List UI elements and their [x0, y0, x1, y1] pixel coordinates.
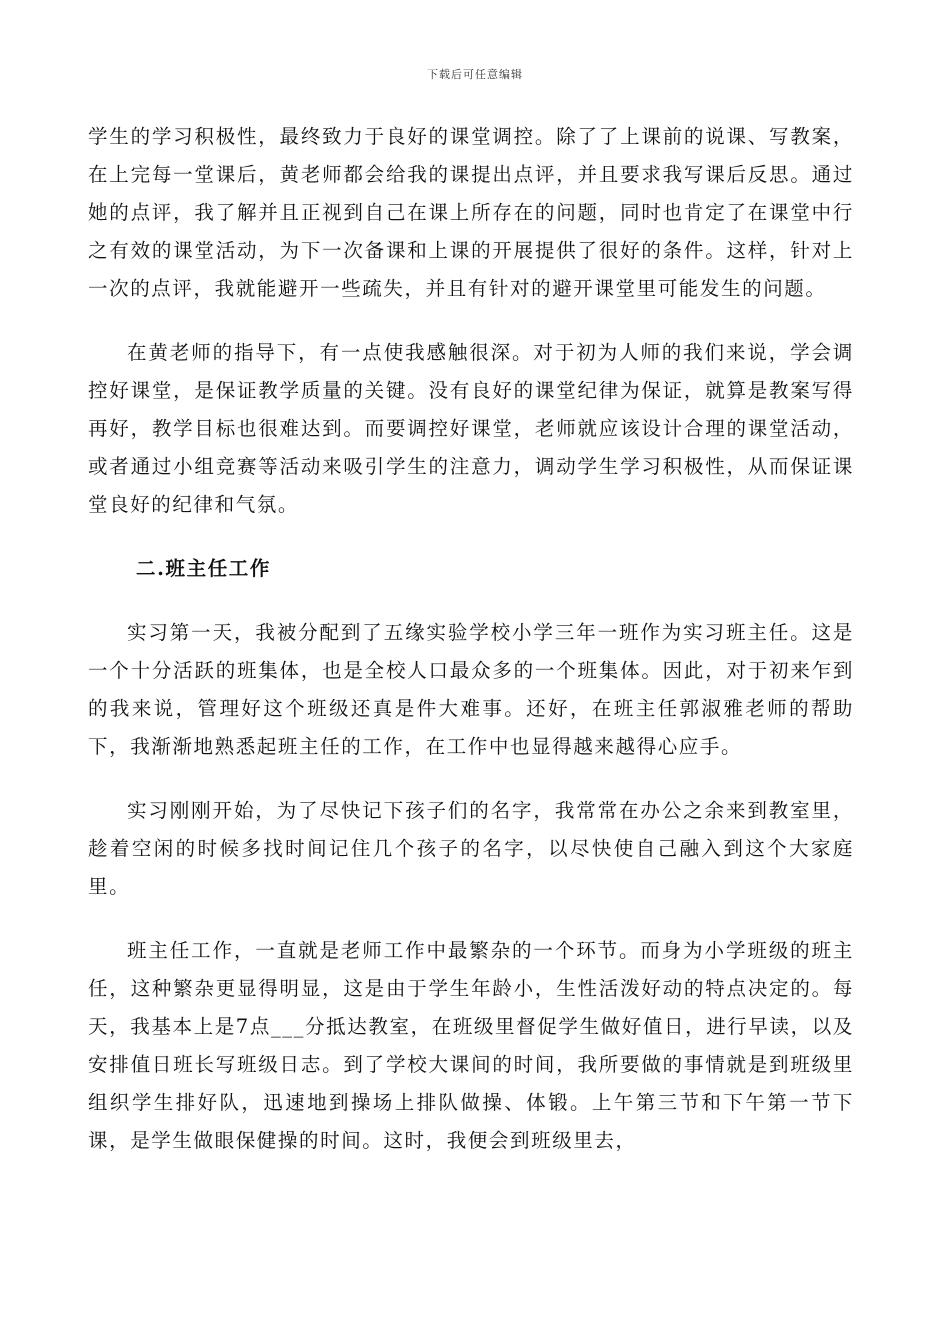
document-body — [88, 118, 854, 1160]
paragraph-3: 实习第一天，我被分配到了五缘实验学校小学三年一班作为实习班主任。这是一个十分活跃的班集体，也是全校人口最众多的一个班集体。因此，对于初来乍到的我来说，管理好这个班级还真是件大难事。还好，在班主任郭淑雅老师的帮助下，我渐渐地熟悉起班主任的工作，在工作中也显得越来越得心应手。 — [88, 621, 854, 758]
paragraph-4: 实习刚刚开始，为了尽快记下孩子们的名字，我常常在办公之余来到教室里，趁着空闲的时候多找时间记住几个孩子的名字，以尽快使自己融入到这个大家庭里。 — [88, 799, 854, 898]
paragraph-gap — [88, 524, 854, 550]
paragraph-gap — [88, 906, 854, 932]
page-header: 下载后可任意编辑 — [427, 68, 523, 81]
paragraph-gap — [88, 766, 854, 792]
paragraph-2: 在黄老师的指导下，有一点使我感触很深。对于初为人师的我们来说，学会调控好课堂，是保证教学质量的关键。没有良好的课堂纪律为保证，就算是教案写得再好，教学目标也很难达到。而要调控好课堂，老师就应该设计合理的课堂活动，或者通过小组竞赛等活动来吸引学生的注意力，调动学生学习积极性，从而保证课堂良好的纪律和气氛。 — [88, 341, 854, 516]
paragraph-gap — [88, 308, 854, 334]
paragraph-gap — [88, 588, 854, 614]
section-heading: 二.班主任工作 — [136, 557, 271, 580]
paragraph-5: 班主任工作，一直就是老师工作中最繁杂的一个环节。而身为小学班级的班主任，这种繁杂更显得明显，这是由于学生年龄小，生性活泼好动的特点决定的。每天，我基本上是7点___分抵达教室，在班级里督促学生做好值日，进行早读，以及安排值日班长写班级日志。到了学校大课间的时间，我所要做的事情就是到班级里组织学生排好队，迅速地到操场上排队做操、体锻。上午第三节和下午第一节下课，是学生做眼保健操的时间。这时，我便会到班级里去， — [88, 939, 854, 1152]
paragraph-1: 学生的学习积极性，最终致力于良好的课堂调控。除了了上课前的说课、写教案，在上完每一堂课后，黄老师都会给我的课提出点评，并且要求我写课后反思。通过她的点评，我了解并且正视到自己在课上所存在的问题，同时也肯定了在课堂中行之有效的课堂活动，为下一次备课和上课的开展提供了很好的条件。这样，针对上一次的点评，我就能避开一些疏失，并且有针对的避开课堂里可能发生的问题。 — [88, 125, 854, 300]
